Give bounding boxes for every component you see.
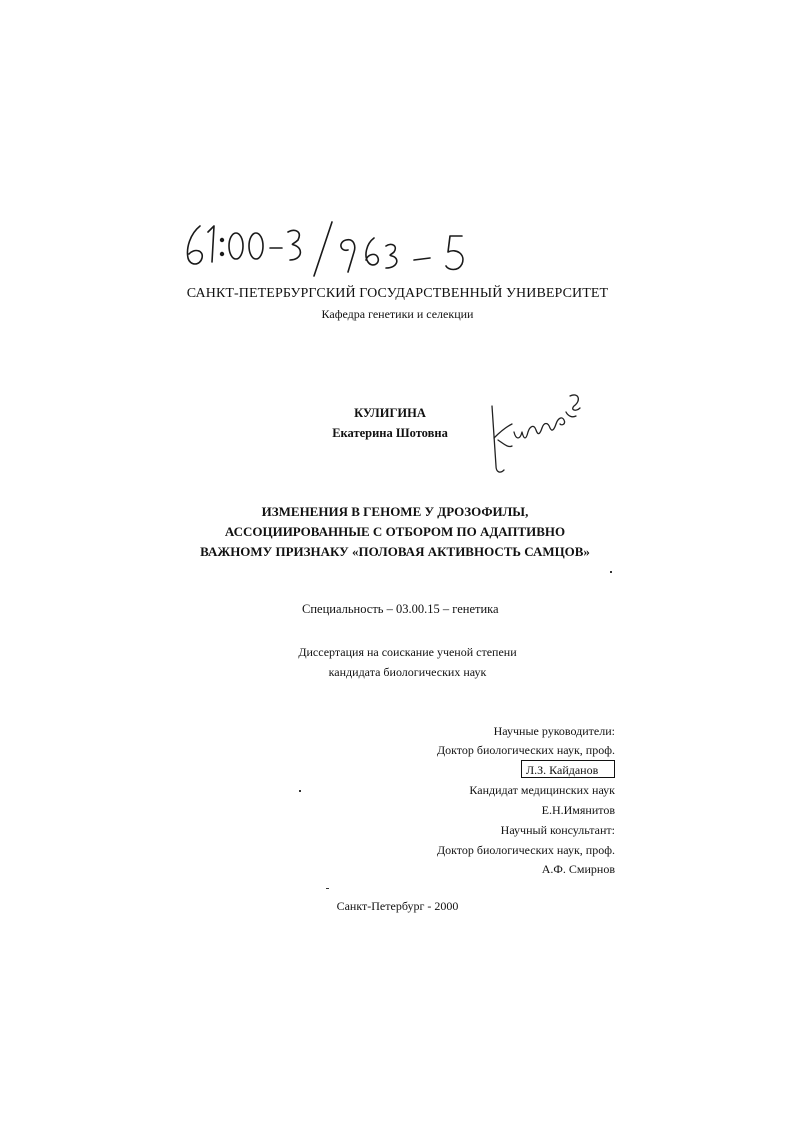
city-and-year: Санкт-Петербург - 2000 (336, 899, 459, 913)
supervisor-2-name: Е.Н.Имянитов (541, 803, 615, 817)
consultant-heading: Научный консультант: (500, 823, 615, 837)
supervisors-heading: Научные руководители: (493, 724, 615, 738)
scan-speck (326, 888, 329, 889)
supervisor-1-name: Л.З. Кайданов (521, 760, 615, 778)
handwritten-catalog-code (178, 218, 478, 278)
scan-speck (299, 790, 301, 792)
author-given-names: Екатерина Шотовна (332, 426, 448, 440)
supervisor-1-degree: Доктор биологических наук, проф. (436, 743, 615, 757)
degree-statement-line1: Диссертация на соискание ученой степени (298, 645, 517, 659)
author-signature (478, 386, 588, 476)
supervisor-2-degree: Кандидат медицинских наук (469, 783, 615, 797)
consultant-degree: Доктор биологических наук, проф. (436, 843, 615, 857)
author-surname: КУЛИГИНА (354, 406, 426, 420)
thesis-title: ИЗМЕНЕНИЯ В ГЕНОМЕ У ДРОЗОФИЛЫ, АССОЦИИРОВАННЫЕ С ОТБОРОМ ПО АДАПТИВНО ВАЖНОМУ ПРИЗНАКУ «ПОЛОВАЯ АКТИВНОСТЬ САМЦОВ» (200, 504, 590, 559)
specialty: Специальность – 03.00.15 – генетика (302, 602, 499, 616)
department-name: Кафедра генетики и селекции (321, 307, 474, 321)
scan-speck (610, 571, 612, 573)
degree-statement-line2: кандидата биологических наук (328, 665, 487, 679)
university-name: САНКТ-ПЕТЕРБУРГСКИЙ ГОСУДАРСТВЕННЫЙ УНИВЕРСИТЕТ (186, 286, 609, 301)
consultant-name: А.Ф. Смирнов (541, 862, 615, 876)
